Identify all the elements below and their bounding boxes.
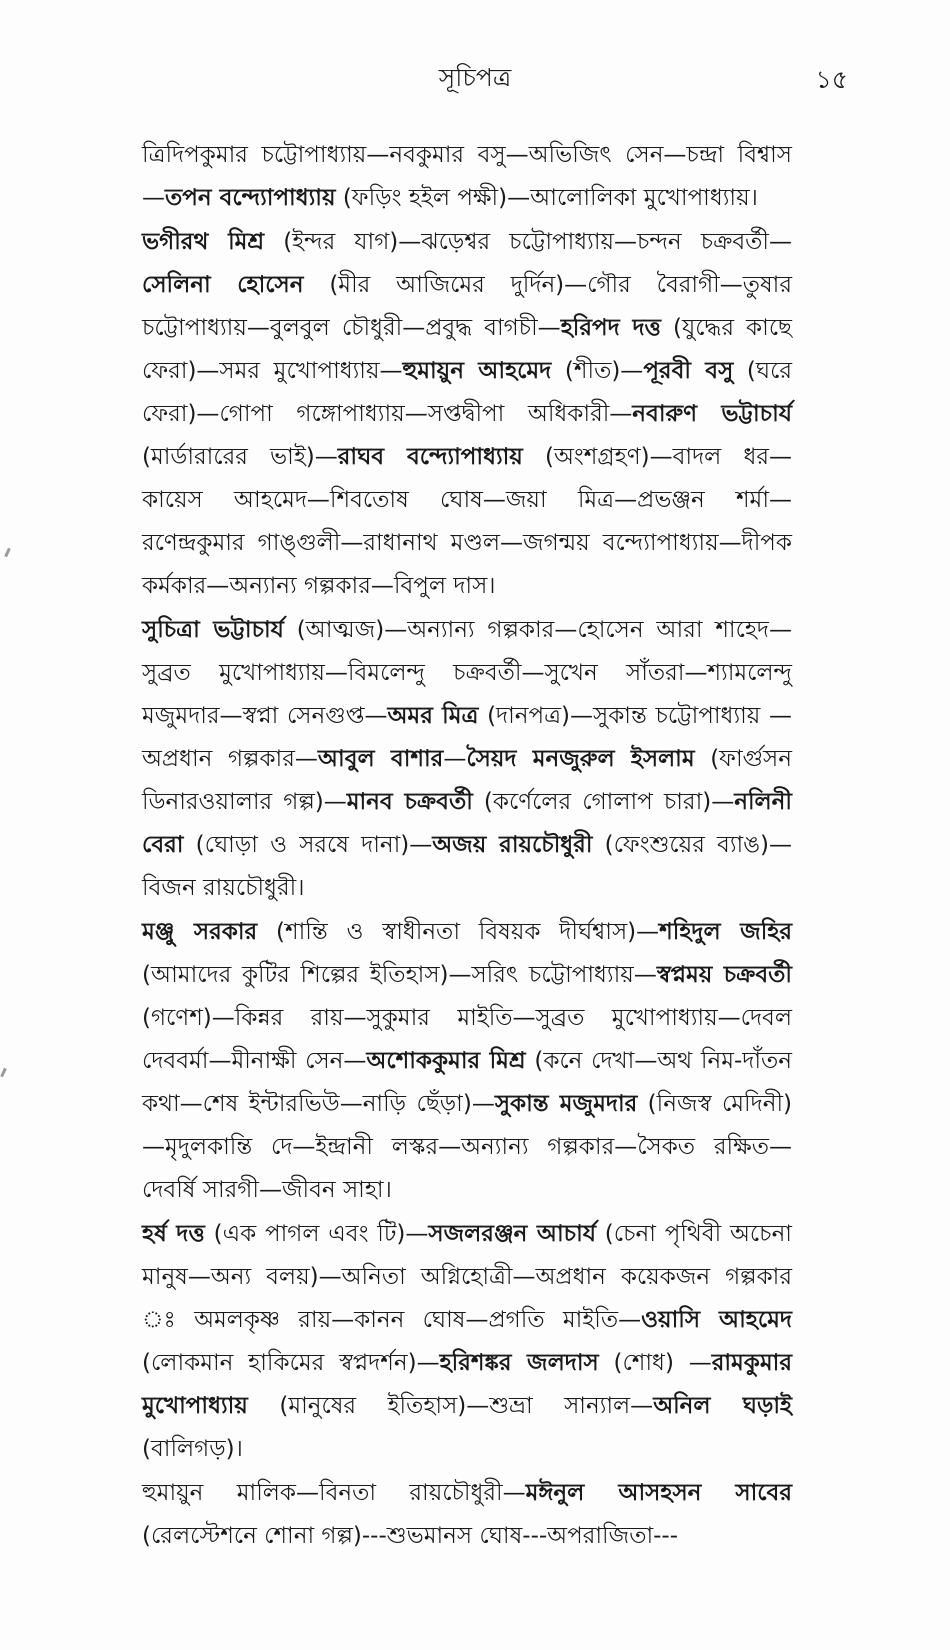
contents-text: (যুদ্ধের কাছে ফেরা)—সমর মুখোপাধ্যায়— bbox=[142, 315, 792, 384]
contents-text: (ফার্গুসন ডিনারওয়ালার গল্প)— bbox=[142, 746, 792, 815]
author-name-bold: ওয়াসি আহমেদ bbox=[641, 1307, 792, 1333]
author-name-bold: অনিল ঘড়াই bbox=[653, 1393, 792, 1419]
contents-text: (কর্ণেলের গোলাপ চারা)— bbox=[472, 789, 735, 815]
contents-text: (আমাদের কুটির শিল্পের ইতিহাস)—সরিৎ চট্টোপাধ্যায়— bbox=[142, 962, 657, 988]
contents-text: (ফড়িং হইল পক্ষী)—আলোলিকা মুখোপাধ্যায়। bbox=[335, 185, 758, 211]
author-name-bold: হরিশঙ্কর জলদাস bbox=[439, 1350, 599, 1376]
contents-text: (দানপত্র)—সুকান্ত চট্টোপাধ্যায় —অপ্রধান গল্পকার— bbox=[142, 703, 792, 772]
author-name-bold: সৈয়দ মনজুরুল ইসলাম bbox=[466, 746, 695, 772]
author-name-bold: রামকুমার মুখোপাধ্যায় bbox=[142, 1350, 792, 1419]
contents-paragraph bbox=[142, 1472, 792, 1558]
author-name-bold: অজয় রায়চৌধুরী bbox=[432, 832, 593, 858]
margin-scratch-mark bbox=[0, 1068, 7, 1077]
author-name-bold: শহিদুল জহির bbox=[659, 919, 793, 945]
author-name-bold: তপন বন্দ্যোপাধ্যায় bbox=[165, 185, 336, 211]
author-name-bold: নলিনী বেরা bbox=[142, 789, 792, 858]
contents-text: (নিজস্ব মেদিনী)—মৃদুলকান্তি দে—ইন্দ্রানী লস্কর—অন্যান্য গল্পকার—সৈকত রক্ষিত—দেবর্ষি সারগী—জীবন সাহা। bbox=[142, 1091, 792, 1203]
author-name-bold: হরিপদ দত্ত bbox=[560, 315, 661, 341]
contents-text: (অংশগ্রহণ)—বাদল ধর—কায়েস আহমেদ—শিবতোষ ঘোষ—জয়া মিত্র—প্রভঞ্জন শর্মা—রণেন্দ্রকুমার গাঙ্গুলী—রাধানাথ মণ্ডল—জগন্ময় বন্দ্যোপাধ্যায়—দীপক কর্মকার—অন্যান্য গল্পকার—বিপুল দাস। bbox=[142, 444, 792, 599]
contents-text: (ফেংশুয়ের ব্যাঙ)—বিজন রায়চৌধুরী। bbox=[142, 832, 793, 901]
contents-text: (রেলস্টেশনে শোনা গল্প)---শুভমানস ঘোষ---অপরাজিতা--- bbox=[142, 1523, 679, 1549]
author-name-bold: স্বপ্নময় চক্রবর্তী bbox=[656, 962, 792, 988]
contents-text: (মীর আজিমের দুর্দিন)—গৌর বৈরাগী—তুষার চট্টোপাধ্যায়—বুলবুল চৌধুরী—প্রবুদ্ধ বাগচী— bbox=[142, 272, 792, 341]
contents-paragraph bbox=[142, 221, 792, 608]
author-name-bold: হুমায়ুন আহমেদ bbox=[402, 358, 552, 384]
author-name-bold: অমর মিত্র bbox=[387, 703, 479, 729]
author-name-bold: সেলিনা হোসেন bbox=[142, 272, 304, 298]
contents-text: (মানুষের ইতিহাস)—শুভ্রা সান্যাল— bbox=[247, 1393, 654, 1419]
contents-text: হুমায়ুন মালিক—বিনতা রায়চৌধুরী— bbox=[142, 1480, 526, 1506]
contents-paragraph bbox=[142, 134, 792, 220]
contents-text: (লোকমান হাকিমের স্বপ্নদর্শন)— bbox=[142, 1350, 440, 1376]
contents-text: (এক পাগল এবং টি)— bbox=[204, 1221, 429, 1247]
author-name-bold: মঈনুল আসহসন সাবের bbox=[525, 1480, 792, 1506]
contents-paragraph bbox=[142, 1213, 792, 1471]
author-name-bold: হর্ষ দত্ত bbox=[142, 1221, 205, 1247]
page-number: ১৫ bbox=[815, 65, 848, 94]
author-name-bold: অশোককুমার মিশ্র bbox=[366, 1048, 526, 1074]
contents-text: (গণেশ)—কিন্নর রায়—সুকুমার মাইতি—সুব্রত মুখোপাধ্যায়—দেবল দেববর্মা—মীনাক্ষী সেন— bbox=[142, 1005, 792, 1074]
contents-text: (আত্মজ)—অন্যান্য গল্পকার—হোসেন আরা শাহেদ—সুব্রত মুখোপাধ্যায়—বিমলেন্দু চক্রবর্তী—সুখেন সাঁতরা—শ্যামলেন্দু মজুমদার—স্বপ্না সেনগুপ্ত— bbox=[142, 617, 793, 729]
author-name-bold: রাঘব বন্দ্যোপাধ্যায় bbox=[337, 444, 523, 470]
contents-text: (শীত)— bbox=[551, 358, 644, 384]
contents-text: ত্রিদিপকুমার চট্টোপাধ্যায়—নবকুমার বসু—অভিজিৎ সেন—চন্দ্রা বিশ্বাস — bbox=[142, 142, 792, 211]
author-name-bold: নবারুণ ভট্টাচার্য bbox=[632, 401, 792, 427]
author-name-bold: আবুল বাশার bbox=[317, 746, 444, 772]
contents-text: (শান্তি ও স্বাধীনতা বিষয়ক দীর্ঘশ্বাস)— bbox=[257, 919, 660, 945]
author-name-bold: সুকান্ত মজুমদার bbox=[494, 1091, 638, 1117]
contents-text: (ঘোড়া ও সরষে দানা)— bbox=[183, 832, 433, 858]
contents-text: — bbox=[443, 746, 467, 772]
contents-text: (কনে দেখা—অথ নিম-দাঁতন কথা—শেষ ইন্টারভিউ—নাড়ি ছেঁড়া)— bbox=[142, 1048, 793, 1117]
running-head: সূচিপত্র bbox=[438, 63, 512, 92]
contents-text: (ইন্দর যাগ)—ঝড়েশ্বর চট্টোপাধ্যায়—চন্দন চক্রবর্তী— bbox=[264, 229, 792, 255]
contents-paragraph bbox=[142, 609, 792, 910]
margin-scratch-mark bbox=[4, 548, 11, 557]
contents-paragraph bbox=[142, 911, 792, 1212]
contents-text: (বালিগড়)। bbox=[142, 1436, 243, 1462]
contents-text: (ঘরে ফেরা)—গোপা গঙ্গোপাধ্যায়—সপ্তদ্বীপা অধিকারী— bbox=[142, 358, 792, 427]
contents-text: (চেনা পৃথিবী অচেনা মানুষ—অন্য বলয়)—অনিতা অগ্নিহোত্রী—অপ্রধান কয়েকজন গল্পকার ঃ অমলকৃষ্ণ রায়—কানন ঘোষ—প্রগতি মাইতি— bbox=[142, 1221, 792, 1333]
contents-text: (মার্ডারারের ভাই)— bbox=[142, 444, 338, 470]
author-name-bold: মানব চক্রবর্তী bbox=[346, 789, 473, 815]
author-name-bold: মঞ্জু সরকার bbox=[142, 919, 258, 945]
author-name-bold: পূরবী বসু bbox=[643, 358, 734, 384]
author-name-bold: সুচিত্রা ভট্টাচার্য bbox=[142, 617, 284, 643]
contents-body bbox=[142, 134, 792, 1559]
author-name-bold: ভগীরথ মিশ্র bbox=[142, 229, 265, 255]
author-name-bold: সজলরঞ্জন আচার্য bbox=[428, 1221, 596, 1247]
contents-text: (শোধ) — bbox=[598, 1350, 712, 1376]
